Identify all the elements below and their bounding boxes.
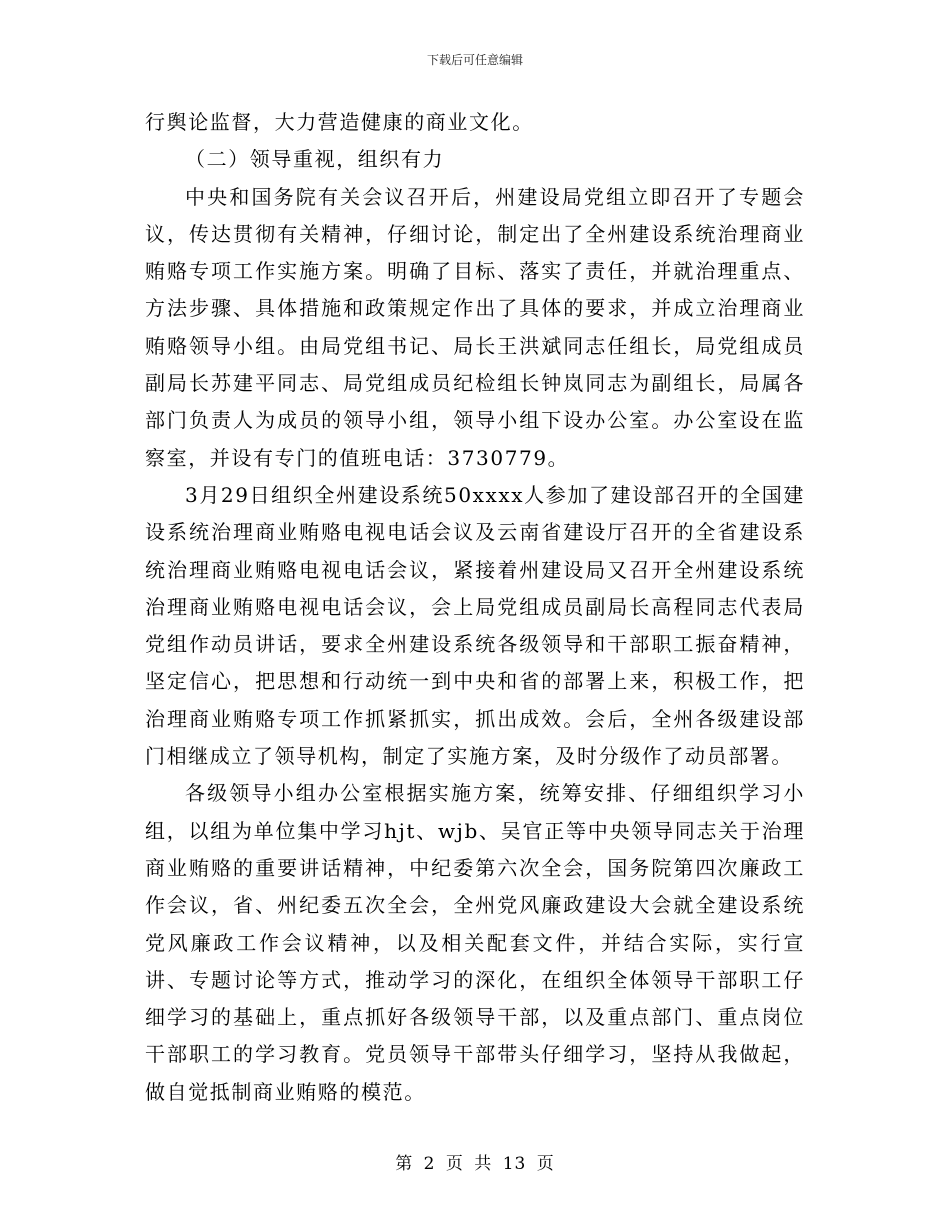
section-heading: （二）领导重视，组织有力	[185, 147, 445, 172]
paragraph: 3月29日组织全州建设系统50xxxx人参加了建设部召开的全国建设系统治理商业贿赂电视电话会议及云南省建设厅召开的全省建设系统治理商业贿赂电视电话会议，紧接着州建设局又召开全州建设系统治理商业贿赂电视电话会议，会上局党组成员副局长高程同志代表局党组作动员讲话，要求全州建设系统各级领导和干部职工振奋精神，坚定信心，把思想和行动统一到中央和省的部署上来，积极工作，把治理商业贿赂专项工作抓紧抓实，抓出成效。会后，全州各级建设部门相继成立了领导机构，制定了实施方案，及时分级作了动员部署。	[145, 482, 805, 769]
paragraph: 各级领导小组办公室根据实施方案，统筹安排、仔细组织学习小组，以组为单位集中学习hjt、wjb、吴官正等中央领导同志关于治理商业贿赂的重要讲话精神，中纪委第六次全会，国务院第四次廉政工作会议，省、州纪委五次全会，全州党风廉政建设大会就全建设系统党风廉政工作会议精神，以及相关配套文件，并结合实际，实行宣讲、专题讨论等方式，推动学习的深化，在组织全体领导干部职工仔细学习的基础上，重点抓好各级领导干部，以及重点部门、重点岗位干部职工的学习教育。党员领导干部带头仔细学习，坚持从我做起，做自觉抵制商业贿赂的模范。	[145, 781, 805, 1104]
paragraph: 中央和国务院有关会议召开后，州建设局党组立即召开了专题会议，传达贯彻有关精神，仔细讨论，制定出了全州建设系统治理商业贿赂专项工作实施方案。明确了目标、落实了责任，并就治理重点、方法步骤、具体措施和政策规定作出了具体的要求，并成立治理商业贿赂领导小组。由局党组书记、局长王洪斌同志任组长，局党组成员副局长苏建平同志、局党组成员纪检组长钟岚同志为副组长，局属各部门负责人为成员的领导小组，领导小组下设办公室。办公室设在监察室，并设有专门的值班电话：3730779。	[145, 184, 805, 470]
document-body	[145, 104, 805, 1111]
page-header-note: 下载后可任意编辑	[426, 53, 523, 67]
page-number: 第 2 页 共 13 页	[395, 1154, 555, 1174]
paragraph-continuation: 行舆论监督，大力营造健康的商业文化。	[145, 110, 534, 134]
